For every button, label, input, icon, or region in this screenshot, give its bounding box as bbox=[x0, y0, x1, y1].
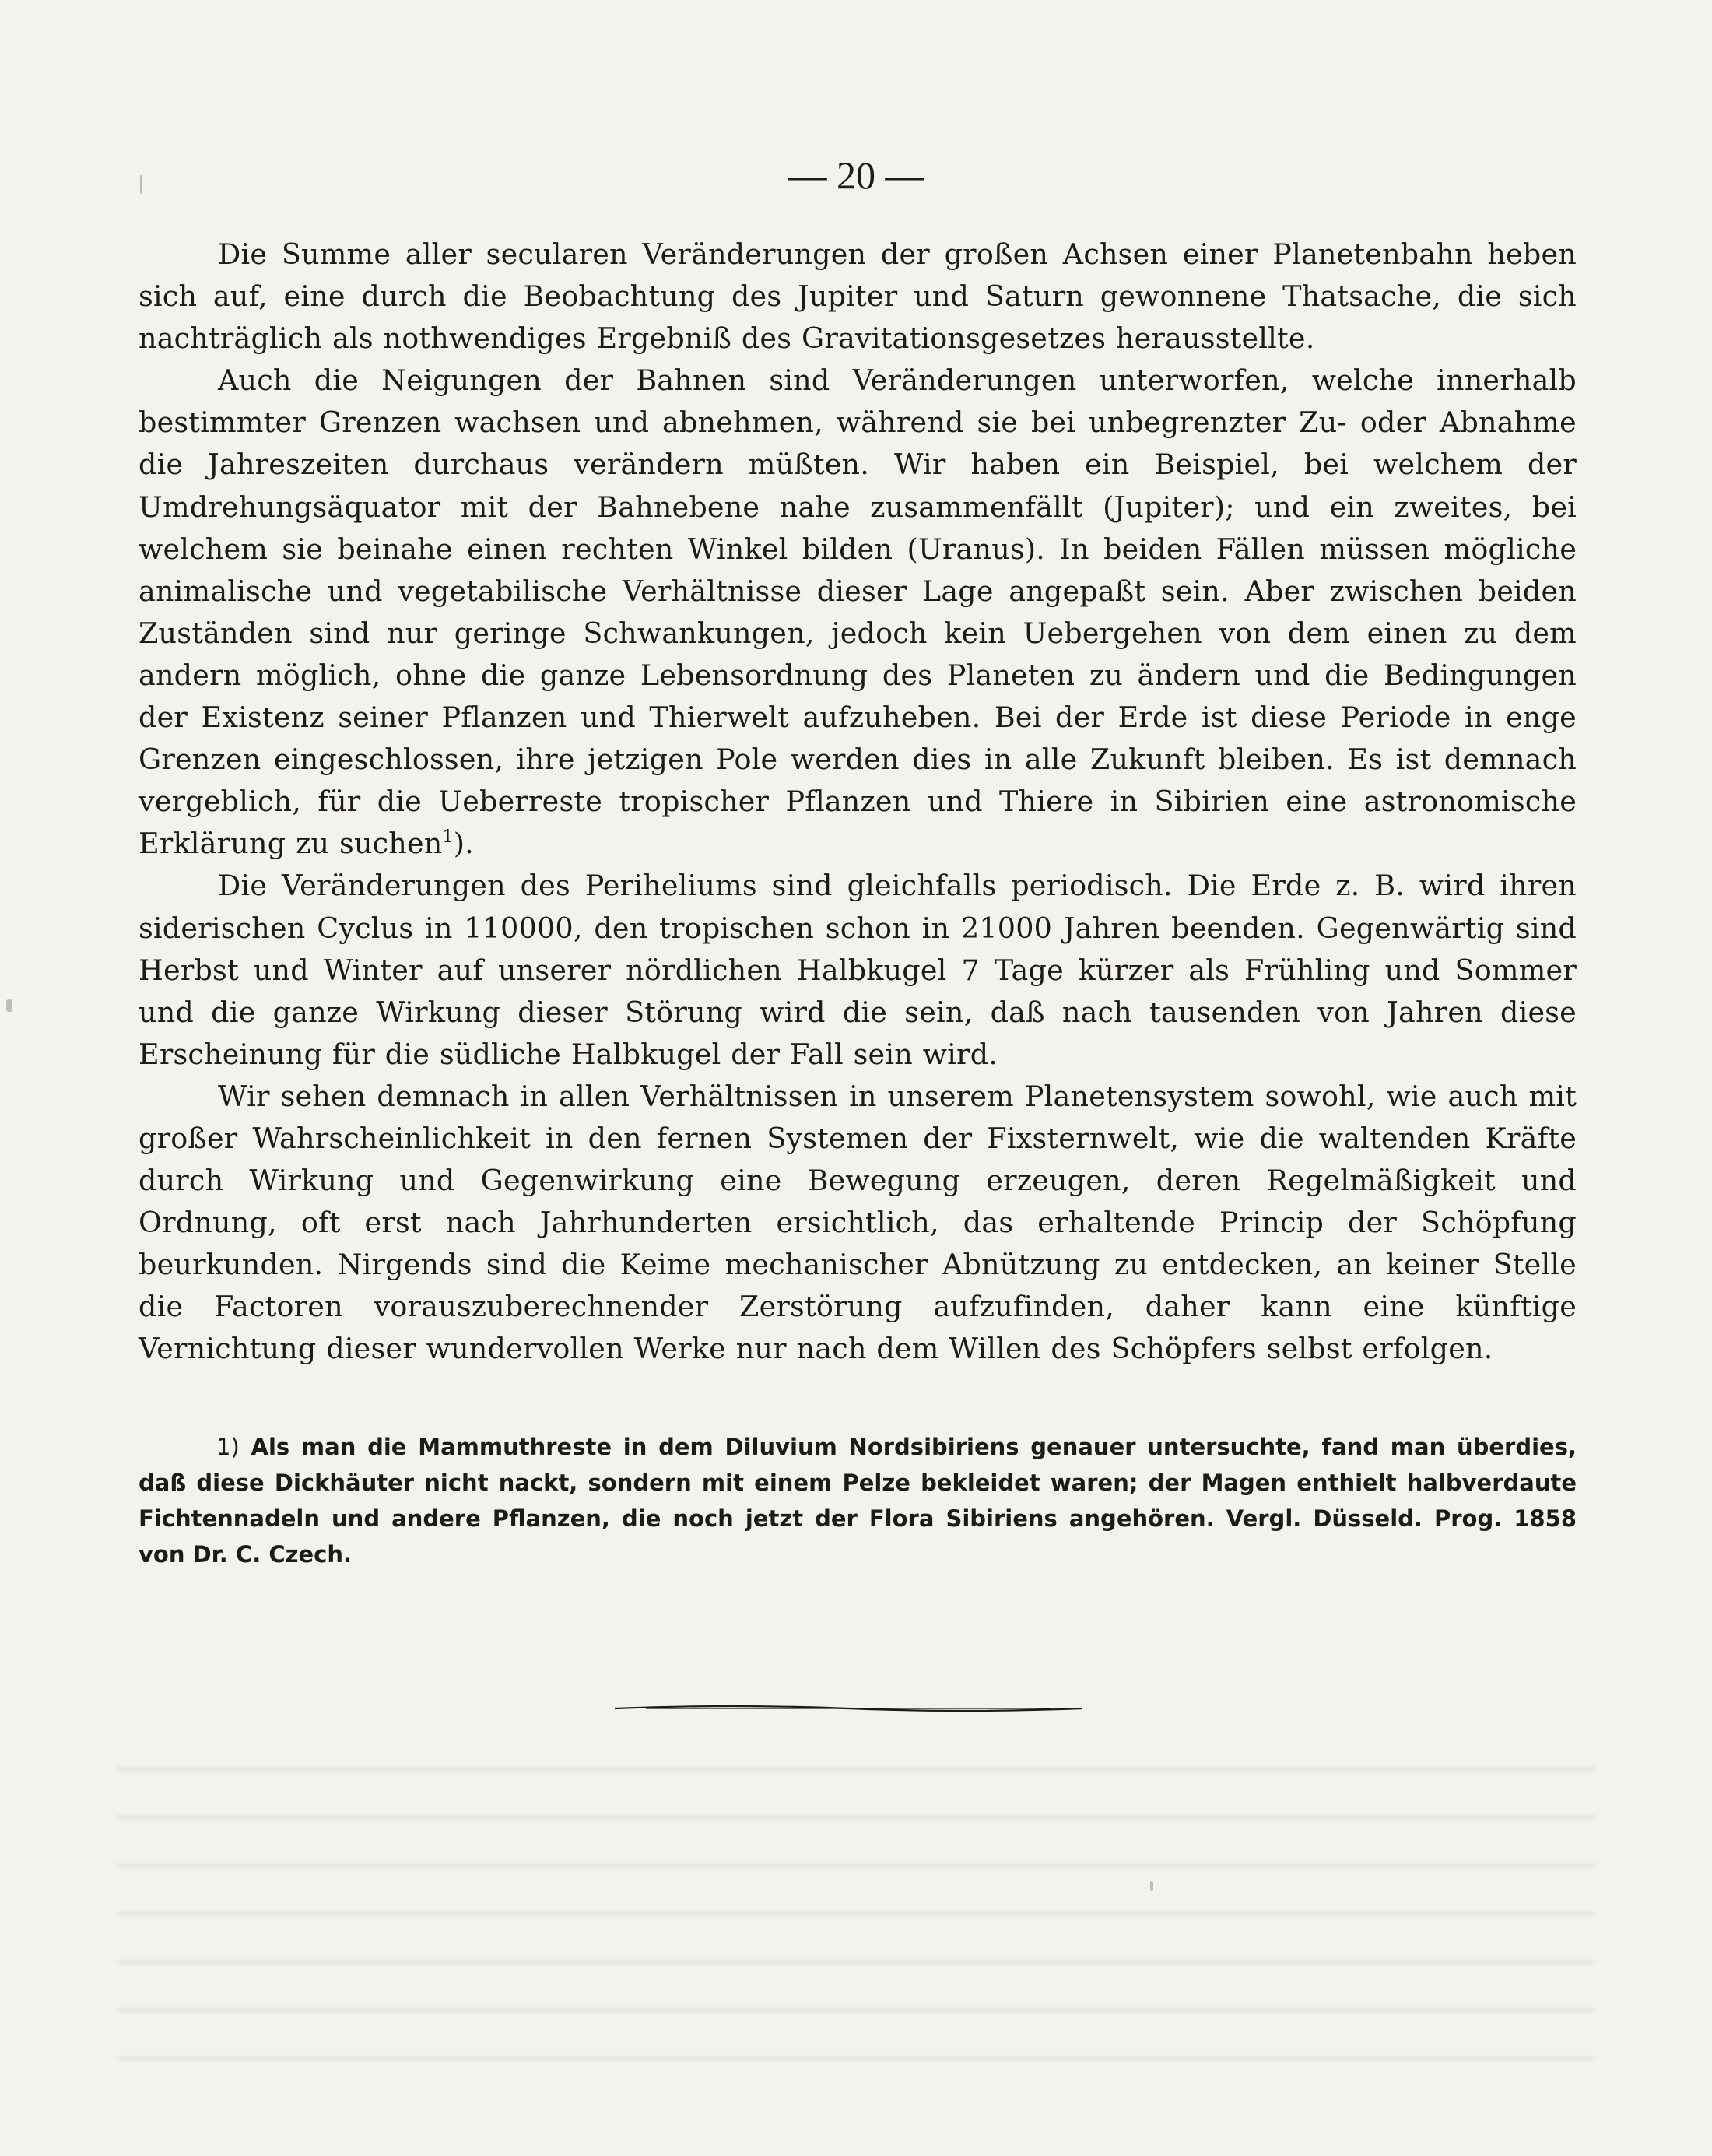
footnote-paragraph bbox=[139, 1429, 1577, 1572]
paragraph-secular-changes: Die Summe aller secularen Veränderungen der großen Achsen einer Planetenbahn heben sich auf, eine durch die Beobachtung des Jupiter und Saturn gewonnene Thatsache, die sich nachträglich als nothwendiges Ergebniß des Gravitationsgesetzes herausstellte. bbox=[139, 237, 1577, 356]
footnote-reference: 1 bbox=[442, 827, 454, 848]
page-number: — 20 — bbox=[788, 153, 924, 197]
paper-mark bbox=[1150, 1881, 1153, 1891]
paragraph-perihelion: Die Veränderungen des Periheliums sind gleichfalls periodisch. Die Erde z. B. wird ihren siderischen Cyclus in 110000, den tropischen schon in 21000 Jahren beenden. Gegenwärtig sind Herbst und Winter auf unserer nördlichen Halbkugel 7 Tage kürzer als Frühling und Sommer und die ganze Wirkung dieser Störung wird die sein, daß nach tausenden von Jahren diese Erscheinung für die südliche Halbkugel der Fall sein wird. bbox=[139, 869, 1577, 1071]
paragraph-inclinations bbox=[139, 360, 1577, 865]
paragraph-inclinations-text: Auch die Neigungen der Bahnen sind Veränderungen unterworfen, welche innerhalb bestimmter Grenzen wachsen und abnehmen, während sie bei unbegrenzter Zu- oder Abnahme die Jahreszeiten durchaus verändern müßten. Wir haben ein Beispiel, bei welchem der Umdrehungsäquator mit der Bahnebene nahe zusammenfällt (Jupiter); und ein zweites, bei welchem sie beinahe einen rechten Winkel bilden (Uranus). In beiden Fällen müssen mögliche animalische und vegetabilische Verhältnisse dieser Lage angepaßt sein. Aber zwischen beiden Zuständen sind nur geringe Schwankungen, jedoch kein Uebergehen von dem einen zu dem andern möglich, ohne die ganze Lebensordnung des Planeten zu ändern und die Bedingungen der Existenz seiner Pflanzen und Thierwelt aufzuheben. Bei der Erde ist diese Periode in enge Grenzen eingeschlossen, ihre jetzigen Pole werden dies in alle Zukunft bleiben. Es ist demnach vergeblich, für die Ueberreste tropischer Pflanzen und Thiere in Sibirien eine astronomische Erklärung zu suchen bbox=[139, 363, 1577, 861]
paper-mark bbox=[140, 175, 142, 194]
paragraph-conclusion: Wir sehen demnach in allen Verhältnissen in unserem Planetensystem sowohl, wie auch mit großer Wahrscheinlichkeit in den fernen Systemen der Fixsternwelt, wie die waltenden Kräfte durch Wirkung und Gegenwirkung eine Bewegung erzeugen, deren Regelmäßigkeit und Ordnung, oft erst nach Jahrhunderten ersichtlich, das erhaltende Princip der Schöpfung beurkunden. Nirgends sind die Keime mechanischer Abnützung zu entdecken, an keiner Stelle die Factoren vorauszuberechnender Zerstörung aufzufinden, daher kann eine künftige Vernichtung dieser wundervollen Werke nur nach dem Willen des Schöpfers selbst erfolgen. bbox=[139, 1079, 1577, 1366]
paper-mark bbox=[6, 999, 12, 1012]
paragraph-inclinations-end: ). bbox=[453, 827, 474, 861]
footnote bbox=[139, 1429, 1577, 1572]
show-through-texture bbox=[117, 1743, 1595, 2070]
footnote-text: Als man die Mammuthreste in dem Diluvium Nordsibiriens genauer untersuchte, fand man überdies, daß diese Dickhäuter nicht nackt, sondern mit einem Pelze bekleidet waren; der Magen enthielt halbverdaute Fichtennadeln und andere Pflanzen, die noch jetzt der Flora Sibiriens angehören. Vergl. Düsseld. Prog. 1858 von Dr. C. Czech. bbox=[139, 1434, 1577, 1568]
main-text bbox=[139, 234, 1577, 1371]
section-divider bbox=[615, 1703, 1082, 1714]
footnote-marker: 1) bbox=[216, 1434, 240, 1460]
